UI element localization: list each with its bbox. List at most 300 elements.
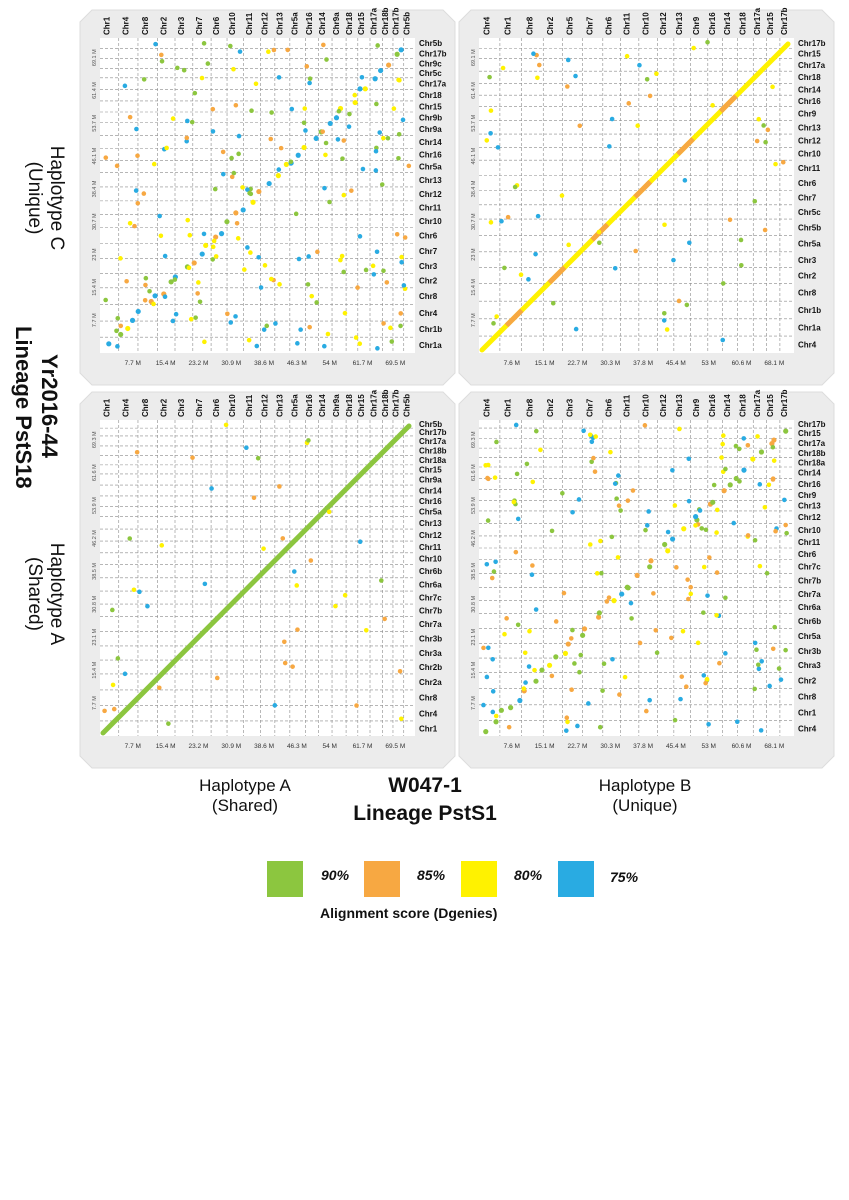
alignment-dot [550, 529, 555, 534]
x-chrom-label: Chr1 [102, 398, 112, 417]
y-chrom-label: Chr18 [798, 73, 821, 83]
synteny-dot [118, 332, 123, 337]
alignment-dot [646, 509, 651, 514]
alignment-dot [189, 317, 194, 322]
synteny-dot [533, 679, 538, 684]
x-chrom-label: Chr5a [290, 394, 300, 417]
center-title: W047-1 [388, 774, 462, 797]
alignment-dot [752, 687, 757, 692]
y-tick-label: 61.6 M [92, 464, 98, 482]
alignment-dot [496, 145, 501, 150]
alignment-dot [290, 664, 295, 669]
alignment-dot [294, 583, 299, 588]
alignment-dot [151, 302, 156, 307]
alignment-dot [200, 76, 205, 81]
alignment-dot [269, 277, 274, 282]
y-chrom-label: Chr12 [419, 189, 442, 199]
alignment-dot [247, 338, 252, 343]
alignment-dot [519, 272, 524, 277]
synteny-dot [256, 189, 261, 194]
alignment-dot [230, 175, 235, 180]
alignment-dot [341, 270, 346, 275]
synteny-dot [233, 210, 238, 215]
alignment-dot [324, 57, 329, 62]
y-tick-label: 23.1 M [471, 628, 477, 646]
y-chrom-label: Chr14 [798, 468, 821, 478]
alignment-dot [273, 321, 278, 326]
alignment-dot [245, 245, 250, 250]
synteny-dot [152, 293, 157, 298]
x-tick-label: 68.1 M [764, 360, 785, 367]
legend-title: Alignment score (Dgenies) [320, 905, 498, 921]
alignment-dot [757, 667, 762, 672]
y-chrom-label: Chr1b [798, 306, 822, 316]
y-chrom-label: Chr14 [419, 486, 442, 496]
alignment-dot [691, 46, 696, 51]
synteny-dot [662, 542, 667, 547]
alignment-dot [402, 283, 407, 288]
x-chrom-label: Chr17b [779, 7, 789, 35]
y-tick-label: 53.7 M [471, 114, 477, 132]
alignment-dot [235, 221, 240, 226]
y-chrom-label: Chr5b [419, 39, 443, 49]
alignment-dot [303, 128, 308, 133]
alignment-dot [285, 48, 290, 53]
alignment-dot [484, 138, 489, 143]
alignment-dot [236, 152, 241, 157]
alignment-dot [597, 230, 602, 235]
alignment-dot [613, 481, 618, 486]
alignment-dot [756, 117, 761, 122]
alignment-dot [685, 303, 690, 308]
alignment-dot [324, 141, 329, 146]
alignment-dot [665, 327, 670, 332]
alignment-dot [538, 448, 543, 453]
alignment-dot [486, 518, 491, 523]
alignment-dot [569, 687, 574, 692]
x-tick-label: 23.2 M [188, 743, 209, 750]
alignment-dot [515, 472, 520, 477]
y-label-top-sub: (Unique) [24, 161, 45, 235]
alignment-dot [702, 565, 707, 570]
alignment-dot [352, 93, 357, 98]
x-chrom-label: Chr17a [369, 389, 379, 417]
y-tick-label: 7.7 M [92, 696, 98, 710]
alignment-dot [322, 186, 327, 191]
synteny-dot [539, 667, 544, 672]
y-chrom-label: Chr18a [419, 456, 447, 466]
alignment-dot [399, 255, 404, 260]
legend-label-90: 90% [321, 867, 350, 883]
y-chrom-label: Chr2 [798, 676, 817, 686]
alignment-dot [573, 74, 578, 79]
alignment-dot [647, 698, 652, 703]
alignment-dot [198, 299, 203, 304]
y-chrom-label: Chr18 [419, 91, 442, 101]
y-label-top-block [23, 143, 67, 253]
alignment-dot [721, 433, 726, 438]
x-chrom-label: Chr17a [752, 389, 762, 417]
y-chrom-label: Chr12 [798, 136, 821, 146]
alignment-dot [763, 505, 768, 510]
synteny-dot [508, 705, 513, 710]
alignment-dot [703, 681, 708, 686]
alignment-dot [595, 571, 600, 576]
alignment-dot [637, 63, 642, 68]
synteny-dot [553, 654, 558, 659]
alignment-dot [190, 120, 195, 125]
alignment-dot [494, 714, 499, 719]
alignment-dot [569, 636, 574, 641]
y-chrom-label: Chr4 [419, 709, 438, 719]
alignment-dot [145, 604, 150, 609]
synteny-dot [647, 564, 652, 569]
alignment-dot [493, 475, 498, 480]
alignment-dot [575, 724, 580, 729]
synteny-dot [106, 341, 111, 346]
x-chrom-label: Chr16 [304, 12, 314, 35]
alignment-dot [570, 510, 575, 515]
x-chrom-label: Chr2 [159, 398, 169, 417]
alignment-dot [614, 496, 619, 501]
alignment-dot [261, 546, 266, 551]
alignment-dot [486, 645, 491, 650]
alignment-dot [693, 523, 698, 528]
alignment-dot [560, 193, 565, 198]
alignment-dot [322, 344, 327, 349]
alignment-dot [631, 488, 636, 493]
synteny-dot [373, 76, 378, 81]
alignment-dot [534, 429, 539, 434]
y-chrom-label: Chr15 [419, 102, 442, 112]
alignment-dot [522, 686, 527, 691]
x-chrom-label: Chr10 [641, 394, 651, 417]
alignment-dot [157, 685, 162, 690]
x-chrom-label: Chr10 [641, 12, 651, 35]
x-chrom-label: Chr8 [140, 398, 150, 417]
alignment-dot [320, 129, 325, 134]
alignment-dot [572, 661, 577, 666]
alignment-dot [565, 84, 570, 89]
alignment-dot [315, 250, 320, 255]
x-label-left-sub: (Shared) [211, 796, 279, 815]
alignment-dot [562, 591, 567, 596]
alignment-dot [666, 530, 671, 535]
x-chrom-label: Chr8 [525, 398, 535, 417]
alignment-dot [333, 604, 338, 609]
alignment-dot [717, 661, 722, 666]
alignment-dot [534, 607, 539, 612]
alignment-dot [771, 646, 776, 651]
synteny-dot [200, 251, 205, 256]
alignment-dot [211, 107, 216, 112]
alignment-dot [357, 341, 362, 346]
alignment-dot [273, 703, 278, 708]
y-chrom-label: Chr6a [798, 603, 821, 613]
x-tick-label: 15.4 M [155, 743, 176, 750]
alignment-dot [616, 473, 621, 478]
alignment-dot [343, 311, 348, 316]
x-tick-label: 7.7 M [124, 360, 141, 367]
alignment-dot [338, 258, 343, 263]
y-chrom-label: Chr7b [798, 576, 822, 586]
y-tick-label: 53.9 M [471, 497, 477, 514]
alignment-dot [577, 123, 582, 128]
synteny-dot [681, 526, 686, 531]
x-tick-label: 30.3 M [600, 743, 621, 750]
x-chrom-label: Chr12 [658, 394, 668, 417]
alignment-dot [214, 254, 219, 259]
alignment-dot [526, 277, 531, 282]
alignment-dot [645, 523, 650, 528]
synteny-dot [267, 181, 272, 186]
alignment-dot [224, 423, 229, 428]
y-label-bottom-block [23, 539, 67, 649]
alignment-dot [687, 499, 692, 504]
synteny-dot [363, 86, 368, 91]
alignment-dot [720, 338, 725, 343]
alignment-dot [304, 64, 309, 69]
alignment-dot [645, 77, 650, 82]
legend-label-85: 85% [417, 867, 446, 883]
alignment-dot [193, 91, 198, 96]
alignment-dot [669, 636, 674, 641]
y-tick-label: 53.9 M [92, 497, 98, 514]
alignment-dot [761, 123, 766, 128]
alignment-dot [487, 75, 492, 80]
y-tick-label: 7.7 M [471, 696, 477, 710]
alignment-dot [671, 258, 676, 263]
synteny-dot [710, 500, 715, 505]
alignment-dot [341, 138, 346, 143]
y-chrom-label: Chr15 [419, 465, 442, 475]
y-tick-label: 15.4 M [92, 278, 98, 296]
x-chrom-label: Chr9 [692, 398, 702, 417]
synteny-dot [284, 162, 289, 167]
alignment-dot [704, 527, 709, 532]
x-chrom-label: Chr9a [332, 394, 342, 417]
alignment-dot [486, 477, 491, 482]
alignment-dot [674, 565, 679, 570]
synteny-dot [224, 219, 229, 224]
alignment-dot [720, 442, 725, 447]
alignment-dot [491, 321, 496, 326]
alignment-dot [277, 484, 282, 489]
alignment-dot [234, 103, 239, 108]
alignment-dot [566, 58, 571, 63]
y-tick-label: 46.1 M [471, 147, 477, 165]
alignment-dot [613, 266, 618, 271]
alignment-dot [502, 266, 507, 271]
alignment-dot [159, 543, 164, 548]
x-chrom-label: Chr11 [244, 12, 254, 35]
x-tick-label: 15.1 M [534, 360, 555, 367]
alignment-dot [397, 132, 402, 137]
alignment-dot [259, 285, 264, 290]
synteny-dot [728, 482, 733, 487]
y-label-top: Haplotype C [46, 145, 67, 251]
y-chrom-label: Chr17a [798, 439, 826, 449]
alignment-dot [327, 510, 332, 515]
alignment-dot [295, 341, 300, 346]
alignment-dot [349, 188, 354, 193]
x-chrom-label: Chr15 [766, 12, 776, 35]
y-subtitle: Lineage PstS18 [11, 326, 36, 489]
alignment-dot [527, 629, 532, 634]
center-title-block [350, 772, 500, 828]
y-chrom-label: Chr5b [419, 420, 443, 430]
alignment-dot [266, 49, 271, 54]
x-chrom-label: Chr7 [194, 16, 204, 35]
alignment-dot [687, 240, 692, 245]
alignment-dot [753, 641, 758, 646]
alignment-dot [499, 219, 504, 224]
x-chrom-label: Chr14 [318, 394, 328, 417]
alignment-dot [247, 191, 252, 196]
alignment-dot [381, 321, 386, 326]
alignment-dot [213, 187, 218, 192]
dotplot-panel-3 [80, 389, 455, 768]
alignment-dot [236, 236, 241, 241]
alignment-dot [355, 285, 360, 290]
x-chrom-label: Chr12 [658, 12, 668, 35]
alignment-dot [347, 112, 352, 117]
x-chrom-label: Chr8 [140, 16, 150, 35]
alignment-dot [403, 235, 408, 240]
alignment-dot [491, 710, 496, 715]
alignment-dot [395, 232, 400, 237]
alignment-dot [240, 185, 245, 190]
alignment-dot [723, 651, 728, 656]
alignment-dot [306, 282, 311, 287]
x-chrom-label: Chr2 [545, 398, 555, 417]
alignment-dot [203, 582, 208, 587]
y-tick-label: 61.4 M [92, 82, 98, 99]
y-chrom-label: Chr11 [419, 203, 442, 213]
alignment-dot [399, 260, 404, 265]
y-chrom-label: Chr1a [419, 341, 442, 351]
alignment-dot [398, 324, 403, 329]
y-chrom-label: Chr17a [419, 79, 447, 89]
y-tick-label: 30.7 M [92, 213, 98, 231]
alignment-dot [382, 617, 387, 622]
x-tick-label: 15.1 M [534, 743, 555, 750]
y-tick-label: 38.5 M [92, 563, 98, 580]
alignment-dot [342, 193, 347, 198]
y-chrom-label: Chr2b [419, 663, 443, 673]
x-chrom-label: Chr12 [260, 394, 270, 417]
alignment-dot [516, 517, 521, 522]
alignment-dot [118, 256, 123, 261]
alignment-dot [688, 592, 693, 597]
alignment-dot [735, 719, 740, 724]
synteny-dot [582, 626, 587, 631]
alignment-dot [490, 657, 495, 662]
x-chrom-label: Chr11 [622, 394, 632, 417]
x-label-right-block [570, 776, 720, 816]
alignment-dot [610, 657, 615, 662]
x-chrom-label: Chr17b [391, 7, 401, 35]
alignment-dot [755, 434, 760, 439]
x-chrom-label: Chr3 [176, 398, 186, 417]
alignment-dot [256, 456, 261, 461]
synteny-dot [399, 47, 404, 52]
alignment-dot [110, 608, 115, 613]
x-chrom-label: Chr13 [675, 394, 685, 417]
synteny-dot [783, 429, 788, 434]
alignment-dot [577, 497, 582, 502]
y-chrom-label: Chr3 [419, 261, 438, 271]
synteny-dot [136, 309, 141, 314]
x-tick-label: 38.6 M [254, 360, 274, 367]
alignment-dot [489, 108, 494, 113]
y-chrom-label: Chr10 [419, 554, 442, 564]
alignment-dot [773, 162, 778, 167]
alignment-dot [721, 281, 726, 286]
y-chrom-label: Chr5a [419, 507, 442, 517]
alignment-dot [566, 243, 571, 248]
alignment-dot [392, 106, 397, 111]
y-tick-label: 30.8 M [92, 595, 98, 613]
alignment-dot [488, 131, 493, 136]
alignment-dot [135, 153, 140, 158]
x-chrom-label: Chr17b [779, 389, 789, 417]
alignment-dot [705, 593, 710, 598]
synteny-dot [334, 115, 339, 120]
alignment-dot [501, 66, 506, 71]
alignment-dot [123, 672, 128, 677]
alignment-dot [766, 128, 771, 133]
alignment-dot [237, 134, 242, 139]
alignment-dot [272, 48, 277, 53]
alignment-dot [221, 150, 226, 155]
synteny-dot [580, 633, 585, 638]
alignment-dot [374, 168, 379, 173]
y-chrom-label: Chr7a [798, 589, 821, 599]
x-chrom-label: Chr15 [356, 12, 366, 35]
alignment-dot [754, 647, 759, 652]
alignment-dot [608, 450, 613, 455]
x-tick-label: 69.5 M [385, 360, 406, 367]
x-tick-label: 45.4 M [665, 360, 686, 367]
alignment-dot [514, 550, 519, 555]
alignment-dot [537, 63, 542, 68]
x-tick-label: 22.7 M [567, 360, 588, 367]
alignment-dot [309, 558, 314, 563]
y-chrom-label: Chr8 [798, 288, 817, 298]
y-chrom-label: Chr9a [419, 125, 442, 135]
alignment-dot [360, 75, 365, 80]
alignment-dot [527, 664, 532, 669]
x-tick-label: 7.6 M [503, 360, 520, 367]
alignment-dot [282, 639, 287, 644]
alignment-dot [715, 570, 720, 575]
x-chrom-label: Chr5b [402, 393, 412, 417]
alignment-dot [118, 324, 123, 329]
y-tick-label: 61.6 M [471, 464, 477, 482]
alignment-dot [144, 276, 149, 281]
y-title-block [10, 326, 62, 489]
alignment-dot [112, 707, 117, 712]
x-tick-label: 38.6 M [254, 743, 274, 750]
alignment-dot [648, 94, 653, 99]
alignment-dot [132, 224, 137, 229]
y-chrom-label: Chr7c [419, 593, 442, 603]
alignment-dot [326, 332, 331, 337]
x-chrom-label: Chr6 [212, 16, 222, 35]
alignment-dot [706, 722, 711, 727]
x-label-right: Haplotype B [598, 776, 692, 795]
